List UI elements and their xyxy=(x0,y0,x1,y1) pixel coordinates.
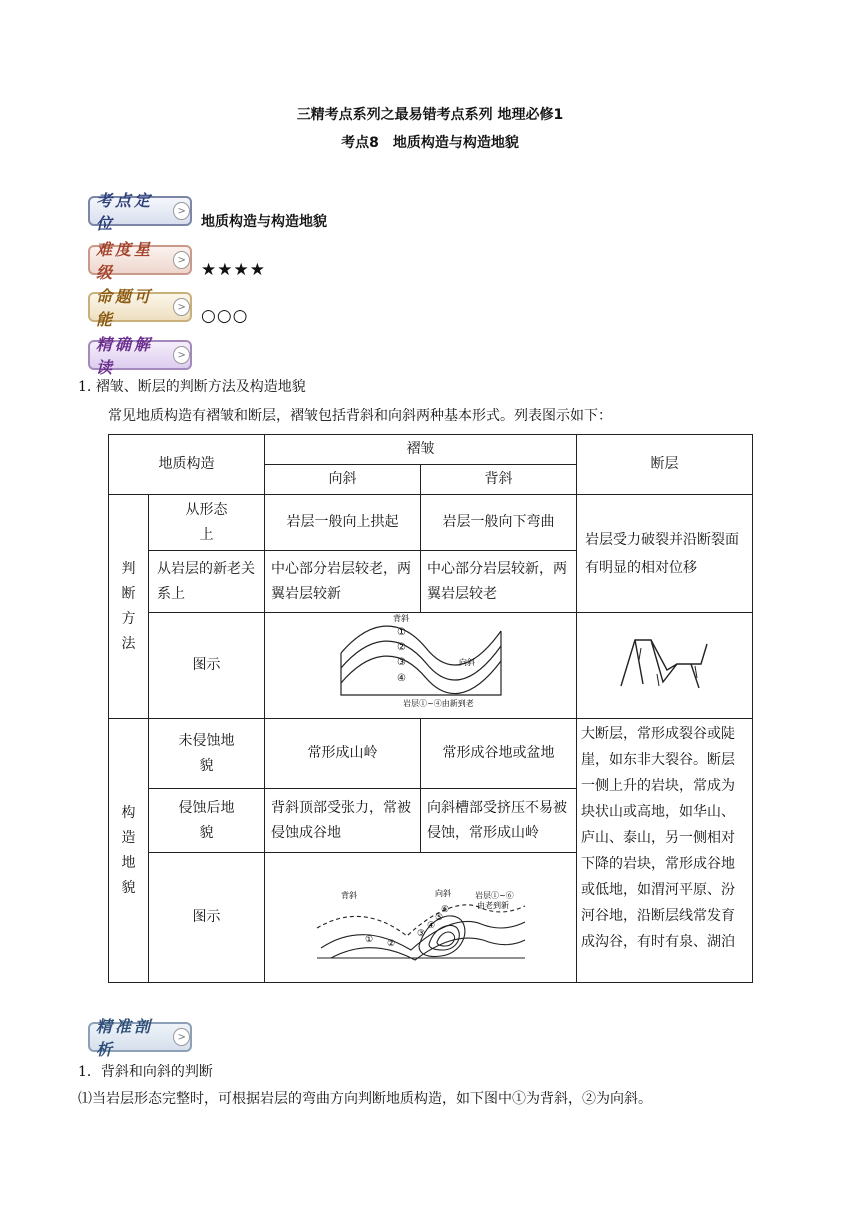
cell-anticline-shape: 岩层一般向下弯曲 xyxy=(421,495,577,551)
header-fold: 褶皱 xyxy=(265,435,577,465)
document-title: 三精考点系列之最易错考点系列 地理必修1 xyxy=(296,107,564,123)
cell-anticline-age: 中心部分岩层较新，两翼岩层较老 xyxy=(421,551,577,613)
group-landform xyxy=(109,719,149,983)
badge-label: 考点定位 xyxy=(96,191,154,233)
landform-anticline-label: 背斜 xyxy=(340,891,357,900)
header-structure: 地质构造 xyxy=(109,435,265,495)
arrow-circle-icon: > xyxy=(173,298,190,316)
row-label-eroded: 侵蚀后地貌 xyxy=(149,789,265,853)
cell-anticline-uneroded: 常形成谷地或盆地 xyxy=(421,719,577,789)
fold-diagram xyxy=(331,613,511,709)
section2-heading: 1．背斜和向斜的判断 xyxy=(78,1064,213,1080)
layer-number: ⑤ xyxy=(434,913,443,923)
landform-syncline-label: 向斜 xyxy=(434,889,451,898)
header-fault: 断层 xyxy=(577,435,753,495)
group-label: 构造地貌 xyxy=(121,804,136,896)
badge-interpretation xyxy=(88,335,192,377)
row-label-age: 从岩层的新老关系上 xyxy=(149,551,265,613)
group-judgement xyxy=(109,495,149,719)
probability-circles: ○○○ xyxy=(201,306,249,326)
layer-number: ② xyxy=(386,939,395,949)
fold-caption: 岩层①~④由新到老 xyxy=(402,699,474,708)
cell-syncline-eroded: 背斜顶部受张力，常被侵蚀成谷地 xyxy=(265,789,421,853)
fold-right-label: 向斜 xyxy=(458,658,475,667)
badge-label: 精确解读 xyxy=(96,335,154,377)
row-label-shape: 从形态上 xyxy=(149,495,265,551)
layer-number: ② xyxy=(396,642,406,653)
section2-text: ⑴当岩层形态完整时，可根据岩层的弯曲方向判断地质构造，如下图中①为背斜，②为向斜。 xyxy=(78,1091,652,1107)
group-label: 判断方法 xyxy=(121,560,136,652)
cell-fault-landform: 大断层，常形成裂谷或陡崖，如东非大裂谷。断层一侧上升的岩块，常成为块状山或高地，如华山、庐山、泰山，另一侧相对下降的岩块，常形成谷地或低地，如渭河平原、汾河谷地，沿断层线常发育成沟谷，有时有泉、湖泊 xyxy=(577,719,753,983)
section-intro: 常见地质构造有褶皱和断层，褶皱包括背斜和向斜两种基本形式。列表图示如下： xyxy=(108,408,612,424)
geology-table xyxy=(108,434,753,983)
arrow-circle-icon: > xyxy=(173,251,190,269)
layer-number: ① xyxy=(364,935,373,945)
fault-diagram xyxy=(617,626,713,696)
badge-label: 精准剖析 xyxy=(96,1017,154,1059)
row-label-uneroded: 未侵蚀地貌 xyxy=(149,719,265,789)
cell-fault-judgement: 岩层受力破裂并沿断裂面有明显的相对位移 xyxy=(577,495,753,613)
layer-number: ④ xyxy=(396,673,406,684)
layer-number: ④ xyxy=(426,921,435,931)
badge-analysis xyxy=(88,1017,192,1059)
badge-probability xyxy=(88,287,192,329)
row-label-figure: 图示 xyxy=(149,853,265,983)
cell-syncline-age: 中心部分岩层较老，两翼岩层较新 xyxy=(265,551,421,613)
cell-anticline-eroded: 向斜槽部受挤压不易被侵蚀，常形成山岭 xyxy=(421,789,577,853)
layer-number: ⑥ xyxy=(440,905,449,915)
document-subtitle: 考点8 地质构造与构造地貌 xyxy=(341,135,519,151)
header-anticline: 背斜 xyxy=(421,465,577,495)
landform-figure-cell xyxy=(265,853,577,983)
landform-caption-2: 由老到新 xyxy=(476,901,509,910)
arrow-circle-icon: > xyxy=(173,202,190,220)
badge-topic xyxy=(88,191,192,233)
cell-syncline-uneroded: 常形成山岭 xyxy=(265,719,421,789)
badge-label: 难度星级 xyxy=(96,240,154,282)
fold-top-label: 背斜 xyxy=(392,614,409,623)
section-heading: 1. 褶皱、断层的判断方法及构造地貌 xyxy=(78,379,306,395)
landform-diagram xyxy=(311,858,531,968)
badge-label: 命题可能 xyxy=(96,287,154,329)
layer-number: ③ xyxy=(416,929,425,939)
layer-number: ① xyxy=(396,627,406,638)
fault-figure-cell xyxy=(577,613,753,719)
fold-figure-cell xyxy=(265,613,577,719)
topic-value: 地质构造与构造地貌 xyxy=(201,214,327,230)
arrow-circle-icon: > xyxy=(173,1028,190,1046)
arrow-circle-icon: > xyxy=(173,346,190,364)
difficulty-stars: ★★★★ xyxy=(201,260,266,280)
layer-number: ③ xyxy=(396,657,406,668)
row-label-figure: 图示 xyxy=(149,613,265,719)
cell-syncline-shape: 岩层一般向上拱起 xyxy=(265,495,421,551)
landform-caption-1: 岩层①~⑥ xyxy=(474,891,514,900)
header-syncline: 向斜 xyxy=(265,465,421,495)
badge-difficulty xyxy=(88,240,192,282)
